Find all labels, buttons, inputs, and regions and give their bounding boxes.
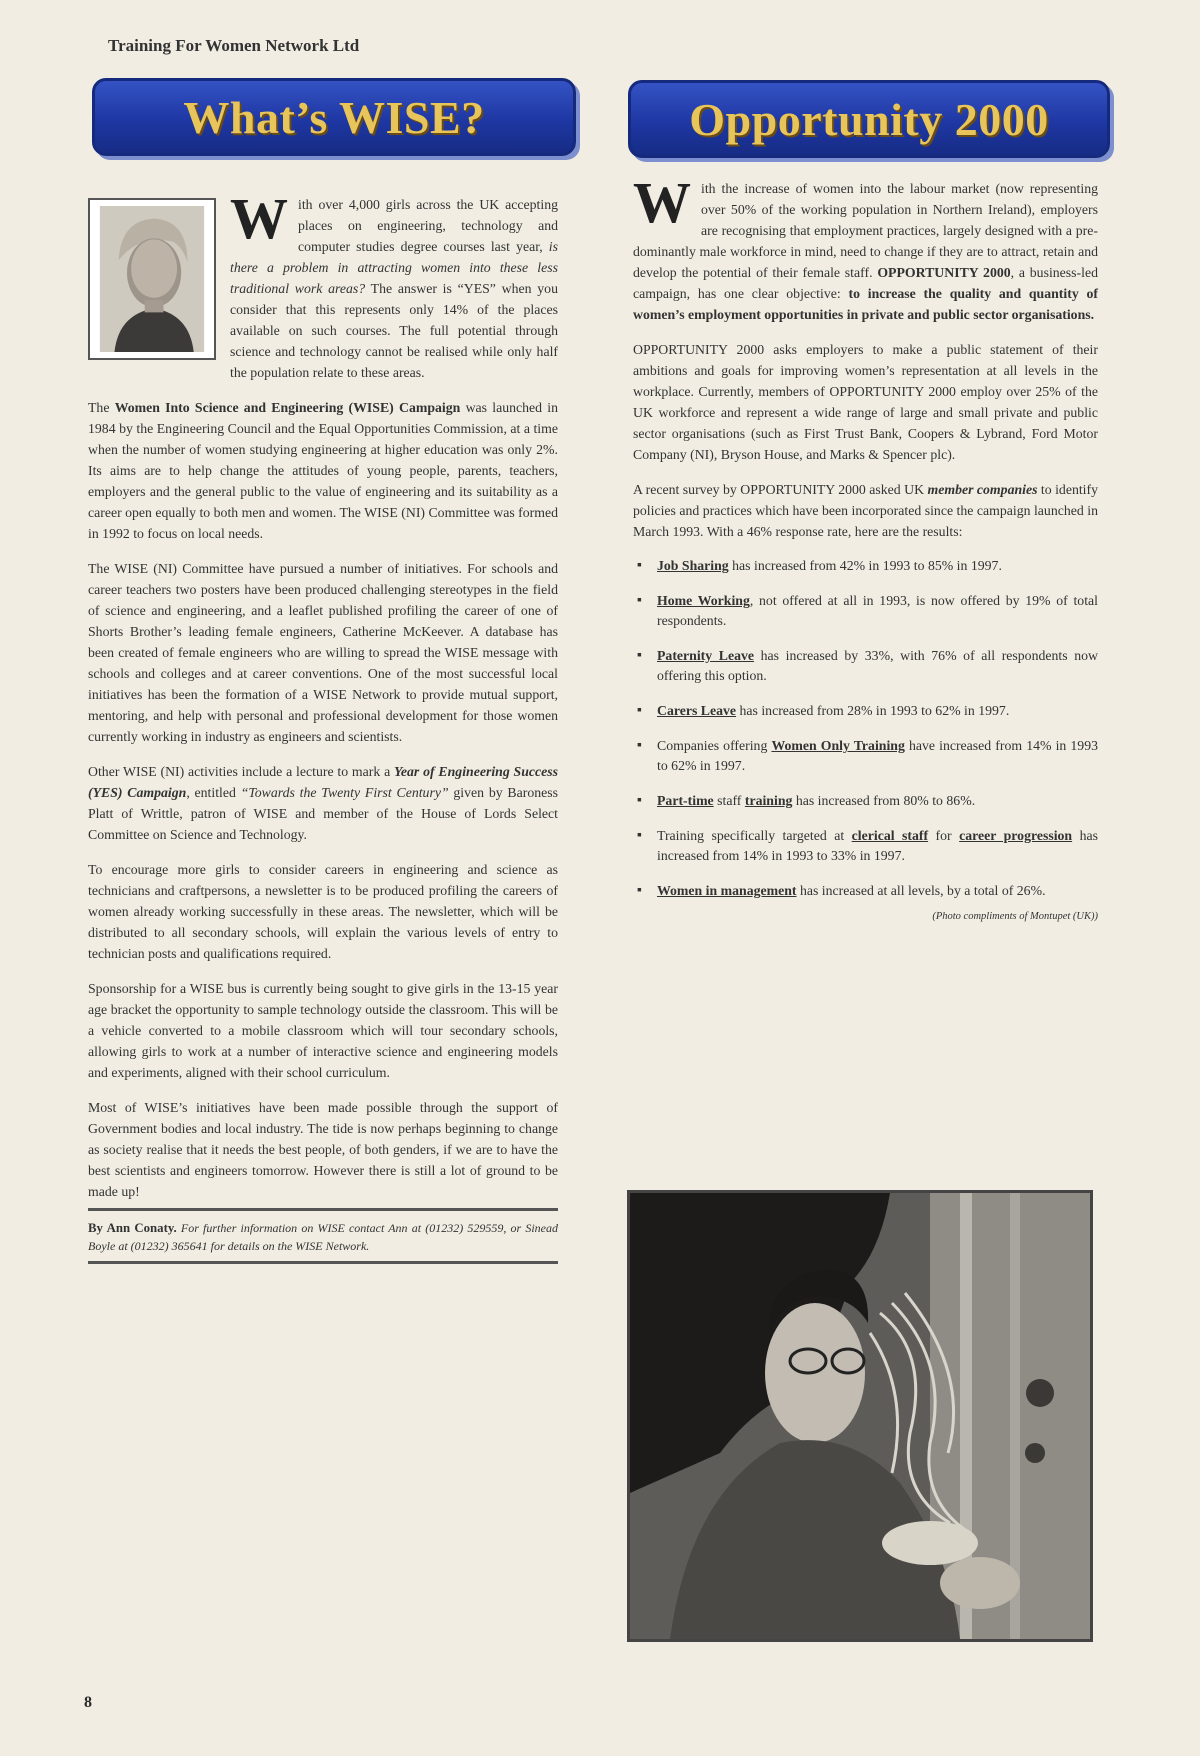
result-text: has increased from 14% in 1993 to 33% in 1997. [657, 828, 1098, 863]
opp-name: OPPORTUNITY 2000 [877, 265, 1011, 280]
list-item [633, 881, 1098, 901]
opportunity-intro-paragraph [633, 170, 1098, 325]
opp-intro-text: ith the increase of women into the labour market (now representing over 50% of the working population in Northern Ireland), employers are recognising that employment practices, largely designed with a pre-dominantly male workforce in mind, need to change if they are to attract, retain and develop the potential of their female staff. [633, 181, 1098, 280]
opportunity-title: Opportunity 2000 [689, 93, 1049, 145]
result-label: Paternity Leave [657, 648, 755, 663]
opportunity-title-banner [628, 80, 1110, 158]
survey-lead: A recent survey by OPPORTUNITY 2000 asked UK [633, 482, 928, 497]
wise-p4-lead: Other WISE (NI) activities include a lecture to mark a [88, 764, 395, 779]
result-text: has increased from 42% in 1993 to 85% in 1997. [728, 558, 1002, 573]
result-text: have increased from 14% in 1993 to 62% in 1997. [657, 738, 1099, 773]
wise-dropcap: W [230, 186, 288, 251]
wise-intro-question: is there a problem in attracting women into these less traditional work areas? [230, 239, 558, 296]
result-lead: Companies offering [657, 738, 772, 753]
engineer-photo [627, 1190, 1093, 1642]
wise-support-paragraph: Most of WISE’s initiatives have been made possible through the support of Government bodies and local industry. The tide is now perhaps beginning to change as society realise that it needs the best people, of both genders, if we are to have the best scientists and engineers tomorrow. However there is still a lot of ground to be made up! [88, 1100, 558, 1199]
list-item [633, 646, 1098, 686]
list-item [633, 736, 1098, 776]
opp-objective: to increase the quality and quantity of women’s employment opportunities in private and public sector organisations. [633, 286, 1098, 322]
opportunity-article [633, 170, 1099, 931]
result-label: training [744, 793, 793, 808]
byline [88, 1208, 558, 1264]
byline-author: By Ann Conaty. [88, 1221, 177, 1235]
result-label: Part-time [657, 793, 714, 808]
result-lead: staff [713, 793, 745, 808]
result-label: Carers Leave [657, 703, 737, 718]
survey-results-list [633, 556, 1098, 901]
result-label: career progression [959, 828, 1073, 843]
list-item [633, 826, 1098, 866]
lecture-title: “Towards the Twenty First Century” [240, 785, 449, 800]
opportunity-members-paragraph: OPPORTUNITY 2000 asks employers to make a public statement of their ambitions and goals for improving women’s representation at all levels in the workplace. Currently, members of OPPORTUNITY 2000 employ over 25% of the UK workforce and represent a wide range of large and small private and public sector organisations (such as First Trust Bank, Coopers & Lybrand, Ford Motor Company (NI), Bryson House, and Marks & Spencer plc). [633, 342, 1098, 462]
result-label: Women in management [657, 883, 797, 898]
wise-campaign-name: Women Into Science and Engineering (WISE) Campaign [114, 400, 461, 415]
wise-p2-text: was launched in 1984 by the Engineering Council and the Equal Opportunities Commission, at a time when the number of women studying engineering at higher education was only 2%. Its aims are to help change the attitudes of young people, parents, teachers, employers and the general public to the value of engineering and its suitability as a career open equally to both men and women. The WISE (NI) Committee was formed in 1992 to focus on local needs. [88, 400, 559, 541]
list-item [633, 791, 1098, 811]
result-text: has increased at all levels, by a total of 26%. [796, 883, 1046, 898]
yes-campaign-name: Year of Engineering Success (YES) Campaign [88, 764, 558, 800]
byline-contact: For further information on WISE contact Ann at (01232) 529559, or Sinead Boyle at (01232) 365641 for details on the WISE Network. [88, 1221, 558, 1253]
wise-article [88, 186, 559, 1264]
wise-intro-text: ith over 4,000 girls across the UK accepting places on engineering, technology and computer studies degree courses last year, [298, 197, 558, 254]
result-label: Job Sharing [657, 558, 729, 573]
opportunity-dropcap: W [633, 170, 691, 235]
wise-intro-text-2: The answer is “YES” when you consider that this represents only 14% of the places available on such courses. The full potential through science and technology cannot be realised while only half the population relate to these areas. [230, 281, 558, 380]
author-portrait [88, 198, 216, 360]
result-text: has increased from 28% in 1993 to 62% in 1997. [736, 703, 1010, 718]
list-item [633, 556, 1098, 576]
member-companies: member companies [927, 482, 1038, 497]
wise-title-banner [92, 78, 576, 156]
page-number: 8 [84, 1694, 92, 1711]
portrait-image [96, 206, 208, 352]
photo-credit: (Photo compliments of Montupet (UK)) [932, 911, 1098, 922]
wise-p4-mid: , entitled [186, 785, 241, 800]
opportunity-survey-paragraph [633, 479, 1098, 542]
result-mid: for [928, 828, 960, 843]
list-item [633, 701, 1098, 721]
org-header: Training For Women Network Ltd [108, 36, 360, 55]
result-label: clerical staff [851, 828, 929, 843]
result-text: has increased from 80% to 86%. [792, 793, 976, 808]
result-label: Women Only Training [771, 738, 905, 753]
wise-p4-end: given by Baroness Platt of Writtle, patron of WISE and member of the House of Lords Select Committee on Science and Technology. [88, 785, 558, 842]
survey-text: to identify policies and practices which have been incorporated since the campaign launched in March 1993. With a 46% response rate, here are the results: [633, 482, 1099, 539]
list-item [633, 591, 1098, 631]
wise-newsletter-paragraph: To encourage more girls to consider careers in engineering and science as technicians and craftpersons, a newsletter is to be produced profiling the careers of women already working successfully in these areas. The newsletter, which will be distributed to all secondary schools, will explain the various levels of entry to technician posts and qualifications required. [88, 862, 558, 961]
wise-p2-lead: The [88, 400, 115, 415]
result-text: , not offered at all in 1993, is now offered by 19% of total respondents. [657, 593, 1098, 628]
wise-initiatives-paragraph: The WISE (NI) Committee have pursued a number of initiatives. For schools and career teachers two posters have been produced challenging stereotypes in the field of science and engineering, and a leaflet published profiling the career of one of Shorts Brother’s leading female engineers, Catherine McKeever. A database has been created of female engineers who are willing to spread the WISE message with schools and colleges and at career conventions. One of the most successful local initiatives has been the formation of a WISE Network to provide mutual support, mentoring, and help with personal and professional development for those women currently working in industry as engineers and scientists. [88, 561, 558, 744]
wise-campaign-paragraph [88, 397, 558, 544]
wise-bus-paragraph: Sponsorship for a WISE bus is currently being sought to give girls in the 13-15 year age bracket the opportunity to sample technology outside the classroom. This will be a vehicle converted to a mobile classroom which will tour secondary schools, allowing girls to work at a number of interactive science and engineering models and experiments, aligned with their school curriculum. [88, 981, 558, 1080]
wise-title: What’s WISE? [183, 91, 485, 143]
result-text: has increased by 33%, with 76% of all respondents now offering this option. [657, 648, 1098, 683]
result-label: Home Working [657, 593, 750, 608]
opp-intro-text-2: , a business-led campaign, has one clear objective: [633, 265, 1098, 301]
result-lead: Training specifically targeted at [657, 828, 852, 843]
wise-activities-paragraph [88, 761, 558, 845]
engineer-photo-image [630, 1193, 1090, 1639]
